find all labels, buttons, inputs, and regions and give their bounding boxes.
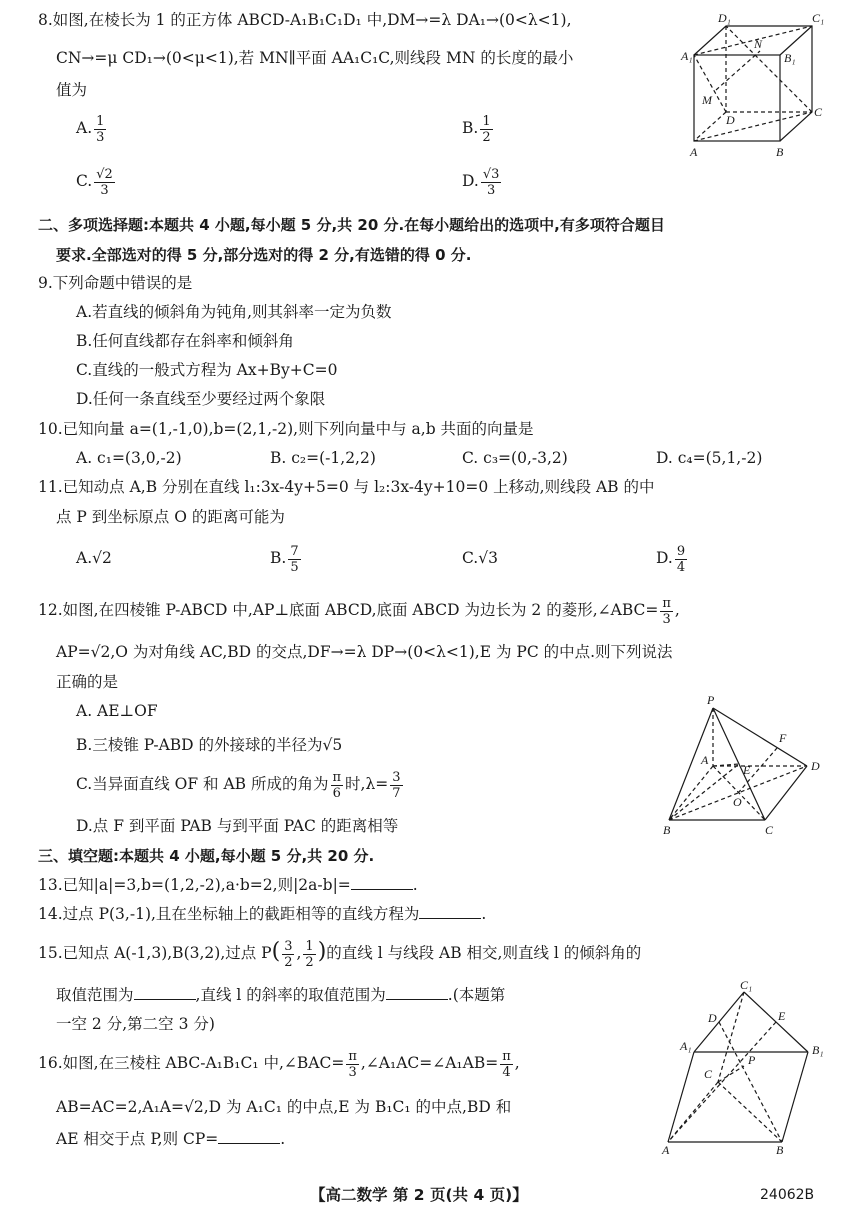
fraction: $\frac{\pi}{4}$ [502,1048,511,1080]
q8-option-a: A. $\frac{1}{3}$ [76,113,105,145]
q11-line2: 点 P 到坐标原点 O 的距离可能为 [56,508,285,526]
q10-stem: 10.已知向量 a=(1,-1,0),b=(2,1,-2),则下列向量中与 a,b 共面的向量是 [38,420,534,438]
fraction: $\frac{3}{7}$ [392,769,401,801]
q9-stem: 9.下列命题中错误的是 [38,274,193,292]
q8-line2: CN→=μ CD₁→(0<μ<1),若 MN∥平面 AA₁C₁C,则线段 MN 的长度的最小 [56,49,574,67]
fraction: $\frac{√2}{3}$ [96,166,113,198]
cube-label-d: D [726,113,735,127]
q14: 14.过点 P(3,-1),且在坐标轴上的截距相等的直线方程为 . [38,905,487,923]
q16-line3: AE 相交于点 P,则 CP= . [56,1130,286,1148]
prism-figure [660,980,840,1160]
answer-blank[interactable] [351,875,413,890]
cube-label-a1: A₁ [681,49,693,63]
cube-label-c: C [814,105,823,119]
fraction: $\frac{7}{5}$ [290,543,299,575]
prism-label-b1: B₁ [812,1043,824,1057]
fraction: $\frac{1}{2}$ [305,938,314,970]
q11-option-b: B. $\frac{7}{5}$ [270,543,299,575]
section2-line1: 二、多项选择题:本题共 4 小题,每小题 5 分,共 20 分.在每小题给出的选项中,有多项符合题目 [38,216,665,234]
q12-option-b: B.三棱锥 P-ABD 的外接球的半径为√5 [76,736,343,754]
cube-label-b: B [776,145,784,159]
q15-line3: 一空 2 分,第二空 3 分) [56,1015,215,1033]
cube-label-m: M [702,93,712,107]
q11-option-c: C.√3 [462,549,498,567]
pyr-label-d: D [811,759,820,773]
q9-option-a: A.若直线的倾斜角为钝角,则其斜率一定为负数 [76,303,392,321]
prism-label-c: C [704,1067,713,1081]
answer-blank[interactable] [134,985,196,1000]
cube-label-n: N [754,37,763,51]
q8-option-c: C. $\frac{√2}{3}$ [76,166,113,198]
fraction: $\frac{1}{3}$ [96,113,105,145]
page-footer: 【高二数学 第 2 页(共 4 页)】 [310,1186,528,1204]
q12-option-a: A. AE⊥OF [76,702,158,720]
q10-option-c: C. c₃=(0,-3,2) [462,449,568,467]
cube-figure [680,10,830,160]
q9-option-d: D.任何一条直线至少要经过两个象限 [76,390,326,408]
cube-label-b1: B₁ [784,51,796,65]
prism-label-c1: C₁ [740,980,753,992]
pyr-label-f: F [779,731,787,745]
fraction: $\frac{\pi}{6}$ [332,769,342,801]
q8-option-b: B. $\frac{1}{2}$ [462,113,491,145]
q12-line3: 正确的是 [56,673,119,691]
q9-option-c: C.直线的一般式方程为 Ax+By+C=0 [76,361,338,379]
q12-option-c: C.当异面直线 OF 和 AB 所成的角为 $\frac{\pi}{6}$ 时,λ= $\frac{3}{7}$ [76,769,401,801]
q16-line1: 16.如图,在三棱柱 ABC-A₁B₁C₁ 中,∠BAC= $\frac{\pi}{3}$ ,∠A₁AC=∠A₁AB= $\frac{\pi}{4}$ , [38,1048,520,1080]
section2-line2: 要求.全部选对的得 5 分,部分选对的得 2 分,有选错的得 0 分. [56,246,472,264]
exam-code: 24062B [760,1187,815,1203]
pyramid-figure [655,690,835,840]
prism-label-a1: A₁ [680,1039,692,1053]
q15-line2: 取值范围为 ,直线 l 的斜率的取值范围为 .(本题第 [56,986,506,1004]
pyr-label-b: B [663,823,671,837]
q15-line1: 15.已知点 A(-1,3),B(3,2),过点 P( $\frac{3}{2}$ , $\frac{1}{2}$ )的直线 l 与线段 AB 相交,则直线 l 的倾斜角的 [38,938,642,970]
answer-blank[interactable] [386,985,448,1000]
fraction: $\frac{3}{2}$ [284,938,293,970]
pyr-label-o: O [733,795,742,809]
q8-line1: 8.如图,在棱长为 1 的正方体 ABCD-A₁B₁C₁D₁ 中,DM→=λ DA₁→(0<λ<1), [38,11,572,29]
answer-blank[interactable] [419,904,481,919]
cube-label-a: A [690,145,698,159]
cube-label-d1: D₁ [718,11,731,25]
q12-option-d: D.点 F 到平面 PAB 与到平面 PAC 的距离相等 [76,817,399,835]
pyr-label-p: P [707,693,715,707]
section3-title: 三、填空题:本题共 4 小题,每小题 5 分,共 20 分. [38,847,375,865]
prism-label-p: P [748,1053,756,1067]
prism-label-a: A [662,1143,670,1157]
q11-line1: 11.已知动点 A,B 分别在直线 l₁:3x-4y+5=0 与 l₂:3x-4y+10=0 上移动,则线段 AB 的中 [38,478,655,496]
fraction: $\frac{9}{4}$ [676,543,686,575]
fraction: $\frac{\pi}{3}$ [662,595,671,627]
fraction: $\frac{1}{2}$ [482,113,491,145]
q11-option-a: A.√2 [76,549,112,567]
pyr-label-c: C [765,823,774,837]
q10-option-a: A. c₁=(3,0,-2) [76,449,182,467]
fraction: $\frac{√3}{3}$ [482,166,500,198]
q9-option-b: B.任何直线都存在斜率和倾斜角 [76,332,294,350]
prism-label-e: E [778,1009,786,1023]
q11-option-d: D. $\frac{9}{4}$ [656,543,686,575]
q8-option-d: D. $\frac{√3}{3}$ [462,166,500,198]
q13: 13.已知|a|=3,b=(1,2,-2),a·b=2,则|2a-b|= . [38,876,418,894]
prism-label-b: B [776,1143,784,1157]
fraction: $\frac{\pi}{3}$ [348,1048,357,1080]
pyr-label-e: E [743,763,751,777]
prism-label-d: D [708,1011,717,1025]
q12-line2: AP=√2,O 为对角线 AC,BD 的交点,DF→=λ DP→(0<λ<1),E 为 PC 的中点.则下列说法 [56,643,673,661]
cube-label-c1: C₁ [812,11,825,25]
q12-line1: 12.如图,在四棱锥 P-ABCD 中,AP⊥底面 ABCD,底面 ABCD 为边长为 2 的菱形,∠ABC= $\frac{\pi}{3}$ , [38,595,680,627]
pyr-label-a: A [701,753,709,767]
answer-blank[interactable] [218,1129,280,1144]
q10-option-b: B. c₂=(-1,2,2) [270,449,376,467]
q8-line3: 值为 [56,81,88,99]
q16-line2: AB=AC=2,A₁A=√2,D 为 A₁C₁ 的中点,E 为 B₁C₁ 的中点,BD 和 [56,1098,512,1116]
q10-option-d: D. c₄=(5,1,-2) [656,449,763,467]
